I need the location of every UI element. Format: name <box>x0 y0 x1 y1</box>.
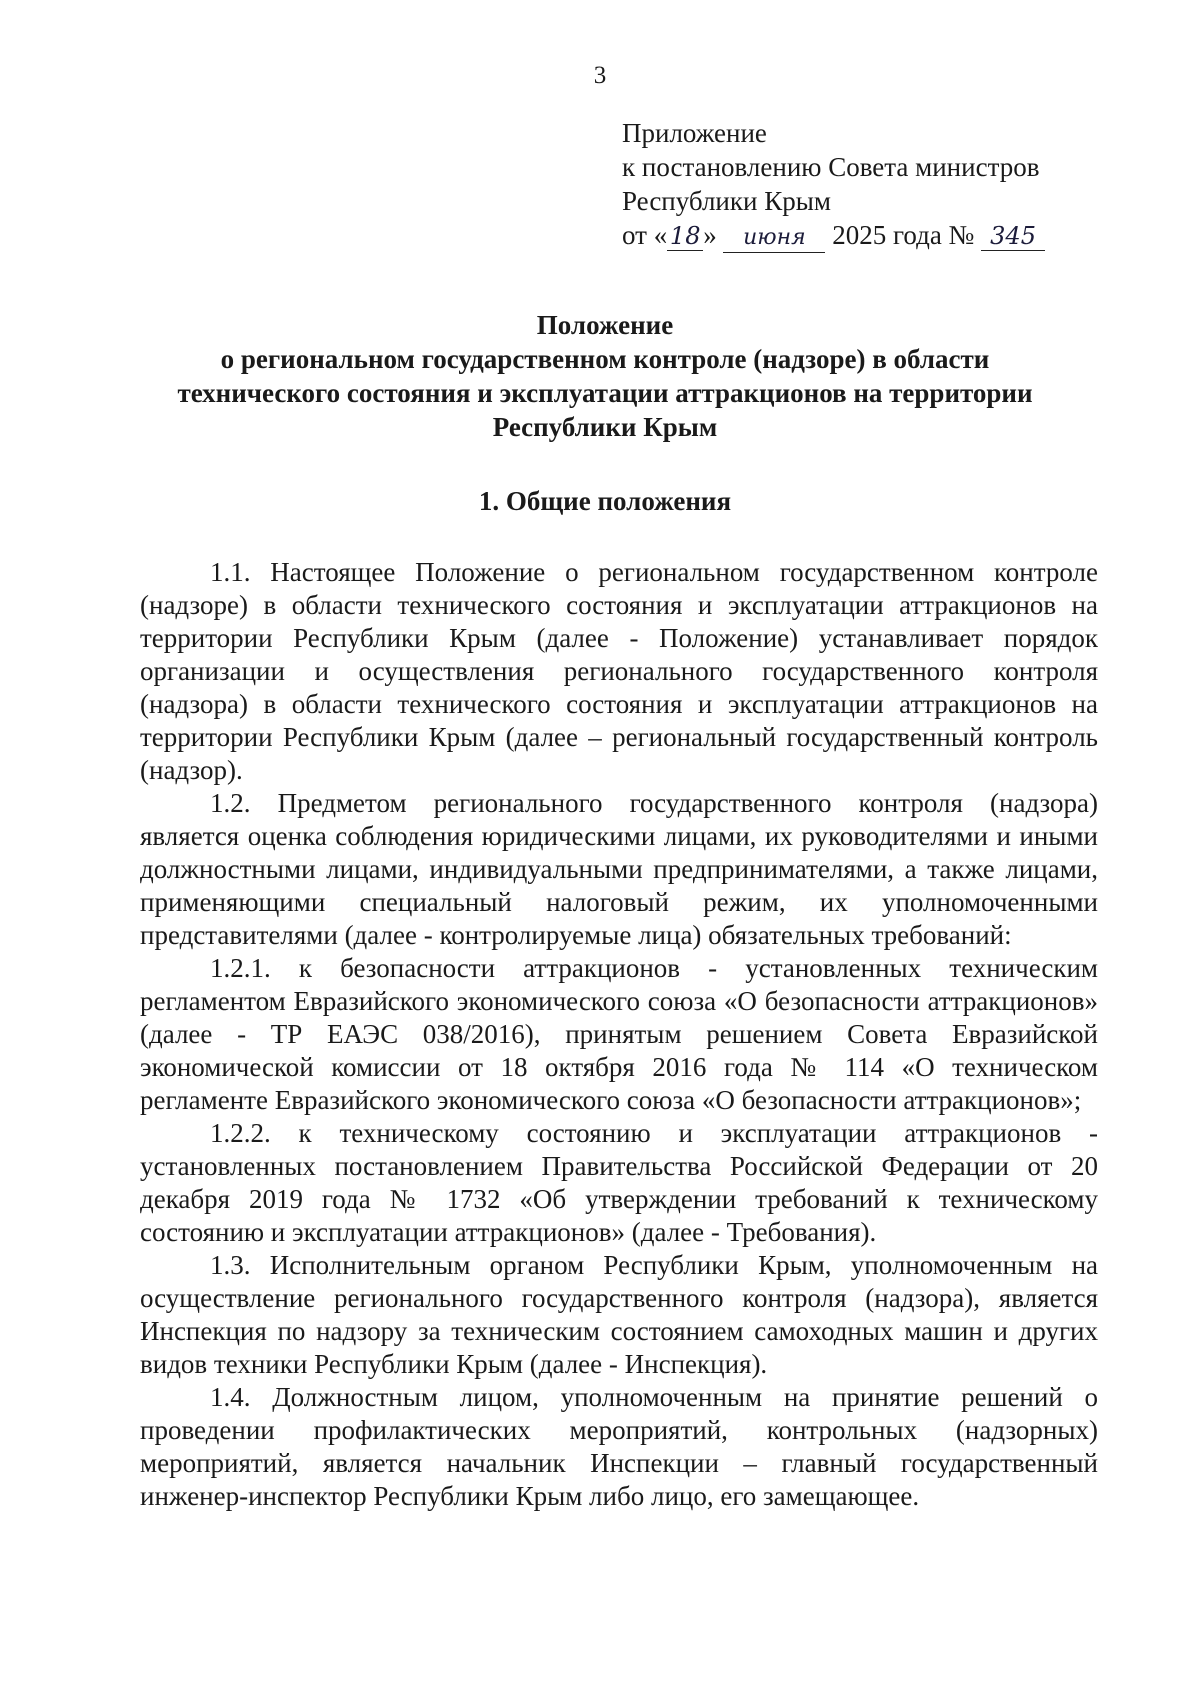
section-heading: 1. Общие положения <box>478 486 732 516</box>
handwritten-month: июня <box>723 224 825 253</box>
handwritten-day: 18 <box>667 222 703 251</box>
annex-title: Приложение <box>622 118 767 148</box>
paragraph-1-3: 1.3. Исполнительным органом Республики Крым, уполномоченным на осуществление регионального государственного контроля (надзора), является Инспекция по надзору за техническим состоянием самоходных машин и других видов техники Республики Крым (далее - Инспекция). <box>140 1250 1098 1379</box>
handwritten-number: 345 <box>981 222 1045 251</box>
paragraph-1-2-1: 1.2.1. к безопасности аттракционов - установленных техническим регламентом Евразийского экономического союза «О безопасности аттракционов» (далее - ТР ЕАЭС 038/2016), принятым решением Совета Евразийской экономической комиссии от 18 октября 2016 года № 114 «О техническом регламенте Евразийского экономического союза «О безопасности аттракционов»; <box>140 953 1098 1115</box>
paragraph-1-2-2: 1.2.2. к техническому состоянию и эксплуатации аттракционов - установленных постановлением Правительства Российской Федерации от 20 декабря 2019 года № 1732 «Об утверждении требований к техническому состоянию и эксплуатации аттракционов» (далее - Требования). <box>140 1118 1098 1247</box>
annex-header <box>622 116 1045 253</box>
paragraph-1-1: 1.1. Настоящее Положение о региональном государственном контроле (надзоре) в области технического состояния и эксплуатации аттракционов на территории Республики Крым (далее - Положение) устанавливает порядок организации и осуществления регионального государственного контроля (надзора) в области технического состояния и эксплуатации аттракционов на территории Республики Крым (далее – региональный государственный контроль (надзор). <box>140 557 1098 785</box>
paragraph-1-2: 1.2. Предметом регионального государственного контроля (надзора) является оценка соблюдения юридическими лицами, их руководителями и иными должностными лицами, индивидуальными предпринимателями, а также лицами, применяющими специальный налоговый режим, их уполномоченными представителями (далее - контролируемые лица) обязательных требований: <box>140 788 1098 950</box>
title-line-1: Положение <box>536 310 674 340</box>
paragraph-1-4: 1.4. Должностным лицом, уполномоченным на принятие решений о проведении профилактических мероприятий, контрольных (надзорных) мероприятий, является начальник Инспекции – главный государственный инженер-инспектор Республики Крым либо лицо, его замещающее. <box>140 1382 1098 1511</box>
title-line-2: о региональном государственном контроле (надзоре) в области <box>220 344 990 374</box>
body-text <box>140 556 1098 1513</box>
document-title <box>140 308 1070 444</box>
annex-line-resolution: к постановлению Совета министров <box>622 152 1040 182</box>
date-prefix: от « <box>622 220 668 250</box>
date-mid: » <box>703 220 717 250</box>
title-line-4: Республики Крым <box>492 412 718 442</box>
annex-date-line <box>622 218 1045 253</box>
page-number: 3 <box>593 62 607 89</box>
annex-line-republic: Республики Крым <box>622 186 831 216</box>
title-line-3: технического состояния и эксплуатации аттракционов на территории <box>177 378 1033 408</box>
year-text: 2025 года № <box>832 220 975 250</box>
